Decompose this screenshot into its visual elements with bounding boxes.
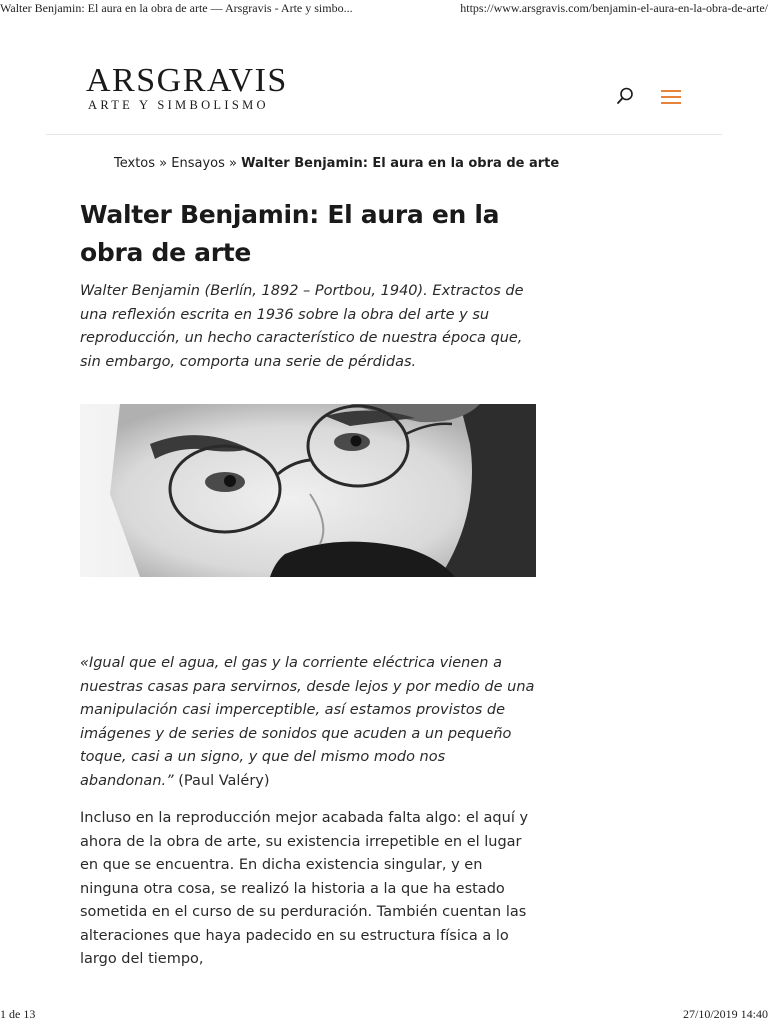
- breadcrumb-current: Walter Benjamin: El aura en la obra de arte: [241, 156, 560, 171]
- breadcrumb: [114, 156, 559, 171]
- breadcrumb-separator: »: [159, 156, 168, 171]
- search-icon[interactable]: [615, 86, 635, 106]
- print-header: [0, 0, 768, 18]
- breadcrumb-ensayos[interactable]: Ensayos: [171, 156, 225, 171]
- print-datetime: 27/10/2019 14:40: [682, 1007, 768, 1021]
- site-logo[interactable]: [86, 64, 288, 112]
- breadcrumb-textos[interactable]: Textos: [114, 156, 156, 171]
- logo-name: ARSGRAVIS: [86, 62, 288, 99]
- quote-text: «Igual que el agua, el gas y la corriente eléctrica vienen a nuestras casas para servirnos, desde lejos y por medio de una manipulación casi imperceptible, así estamos provistos de imágenes y de series de sonidos que acuden a un pequeño toque, casi a un signo, y que del mismo modo nos abandonan.”: [80, 655, 535, 789]
- menu-icon[interactable]: [660, 88, 682, 106]
- print-page-title: Walter Benjamin: El aura en la obra de arte — Arsgravis - Arte y simbo...: [0, 1, 353, 15]
- walter-benjamin-portrait: [80, 404, 536, 577]
- logo-tagline: ARTE Y SIMBOLISMO: [88, 98, 269, 112]
- breadcrumb-separator: »: [229, 156, 238, 171]
- page-title: Walter Benjamin: El aura en la obra de arte: [80, 200, 500, 267]
- print-url: https://www.arsgravis.com/benjamin-el-aura-en-la-obra-de-arte/: [460, 1, 768, 15]
- article-lead: Walter Benjamin (Berlín, 1892 – Portbou, 1940). Extractos de una reflexión escrita en 1936 sobre la obra del arte y su reproducción, un hecho característico de nuestra época que, sin embargo, comporta una serie de pérdidas.: [80, 283, 524, 370]
- quote-author: (Paul Valéry): [178, 772, 270, 789]
- article-quote: [80, 652, 540, 793]
- print-footer: [0, 1006, 768, 1024]
- site-header: [46, 62, 722, 135]
- article-paragraph: Incluso en la reproducción mejor acabada falta algo: el aquí y ahora de la obra de arte, su existencia irrepetible en el lugar en que se encuentra. En dicha existencia singular, y en ninguna otra cosa, se realizó la historia a la que ha estado sometida en el curso de su perduración. También cuentan las alteraciones que haya padecido en su estructura física a lo largo del tiempo,: [80, 810, 529, 967]
- print-page-count: 1 de 13: [0, 1007, 36, 1021]
